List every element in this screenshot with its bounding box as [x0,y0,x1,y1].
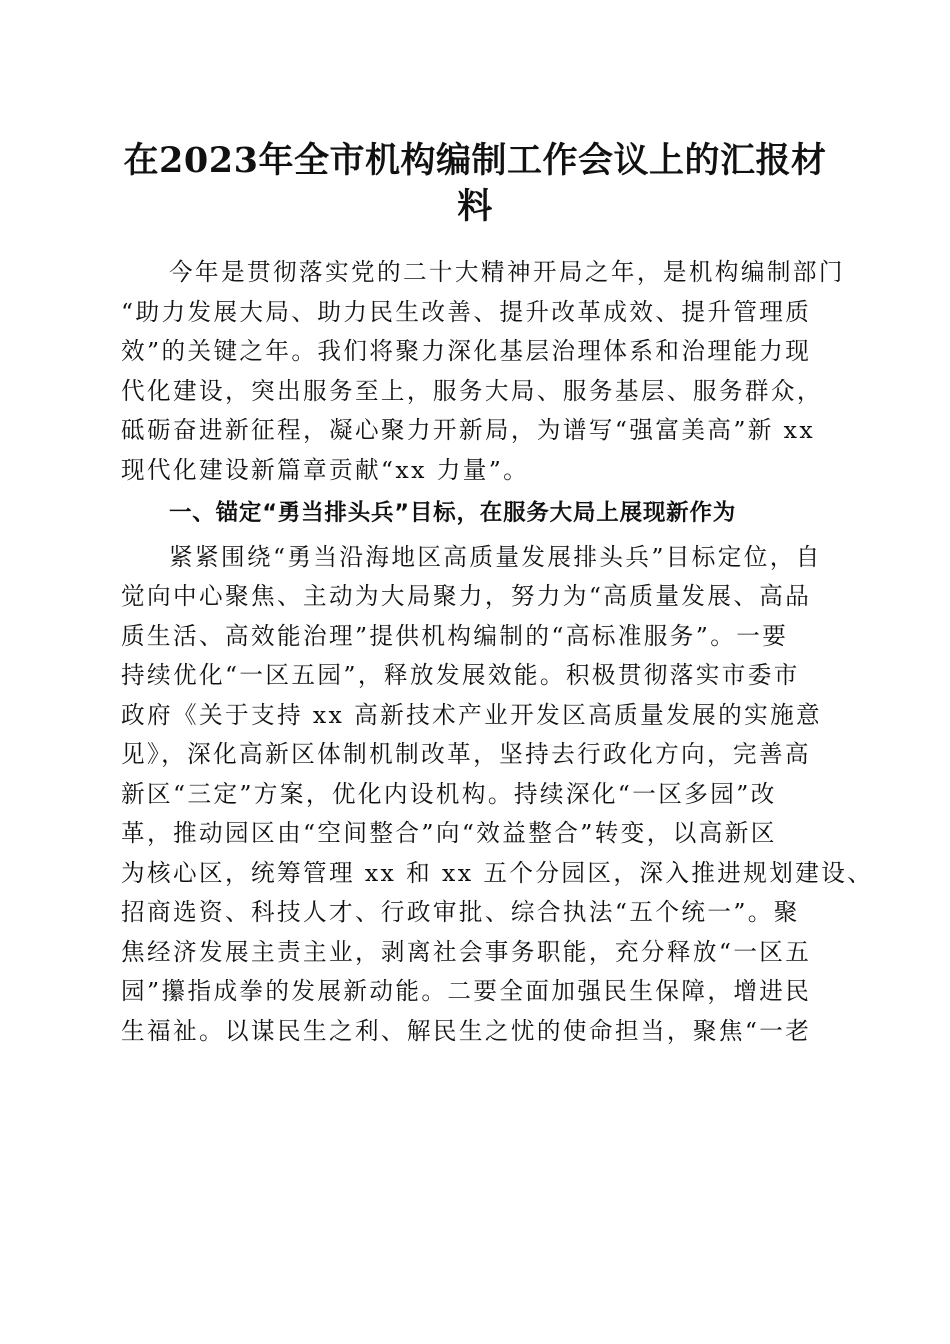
section-line: 质生活、高效能治理”提供机构编制的“高标准服务”。一要 [121,621,789,650]
document-body [121,253,874,1051]
section-line: 为核心区，统筹管理 xx 和 xx 五个分园区，深入推进规划建设、 [121,858,874,887]
section-line: 生福祉。以谋民生之利、解民生之忧的使命担当，聚焦“一老 [121,1016,812,1045]
title-line-1: 在2023年全市机构编制工作会议上的汇报材 [123,140,827,181]
section-line: 革，推动园区由“空间整合”向“效益整合”转变，以高新区 [121,819,777,847]
document-title [110,138,840,230]
intro-line: 砥砺奋进新征程，凝心聚力开新局，为谱写“强富美高”新 xx [121,416,816,444]
intro-line: 现代化建设新篇章贡献“xx 力量”。 [121,455,530,484]
section-line: 紧紧围绕“勇当沿海地区高质量发展排头兵”目标定位，自 [169,542,822,571]
section-line: 觉向中心聚焦、主动为大局聚力，努力为“高质量发展、高品 [121,582,812,610]
intro-line: 代化建设，突出服务至上，服务大局、服务基层、服务群众， [121,376,823,405]
section-line: 持续优化“一区五园”，释放发展效能。积极贯彻落实市委市 [121,661,800,689]
intro-line: 效”的关键之年。我们将聚力深化基层治理体系和治理能力现 [121,337,812,365]
section-line: 新区“三定”方案，优化内设机构。持续深化“一区多园”改 [121,779,777,808]
intro-line: “助力发展大局、助力民生改善、提升改革成效、提升管理质 [121,297,812,326]
title-line-2: 料 [457,186,493,227]
section-line: 政府《关于支持 xx 高新技术产业开发区高质量发展的实施意 [121,700,823,729]
section-line: 招商选资、科技人才、行政审批、综合执法“五个统一”。聚 [121,898,800,926]
intro-line: 今年是贯彻落实党的二十大精神开局之年，是机构编制部门 [169,258,845,286]
section-line: 见》，深化高新区体制机制改革，坚持去行政化方向，完善高 [121,740,812,768]
section-heading: 一、锚定“勇当排头兵”目标，在服务大局上展现新作为 [169,500,737,526]
section-line: 焦经济发展主责主业，剥离社会事务职能，充分释放“一区五 [121,937,812,966]
section-line: 园”攥指成拳的发展新动能。二要全面加强民生保障，增进民 [121,977,812,1005]
